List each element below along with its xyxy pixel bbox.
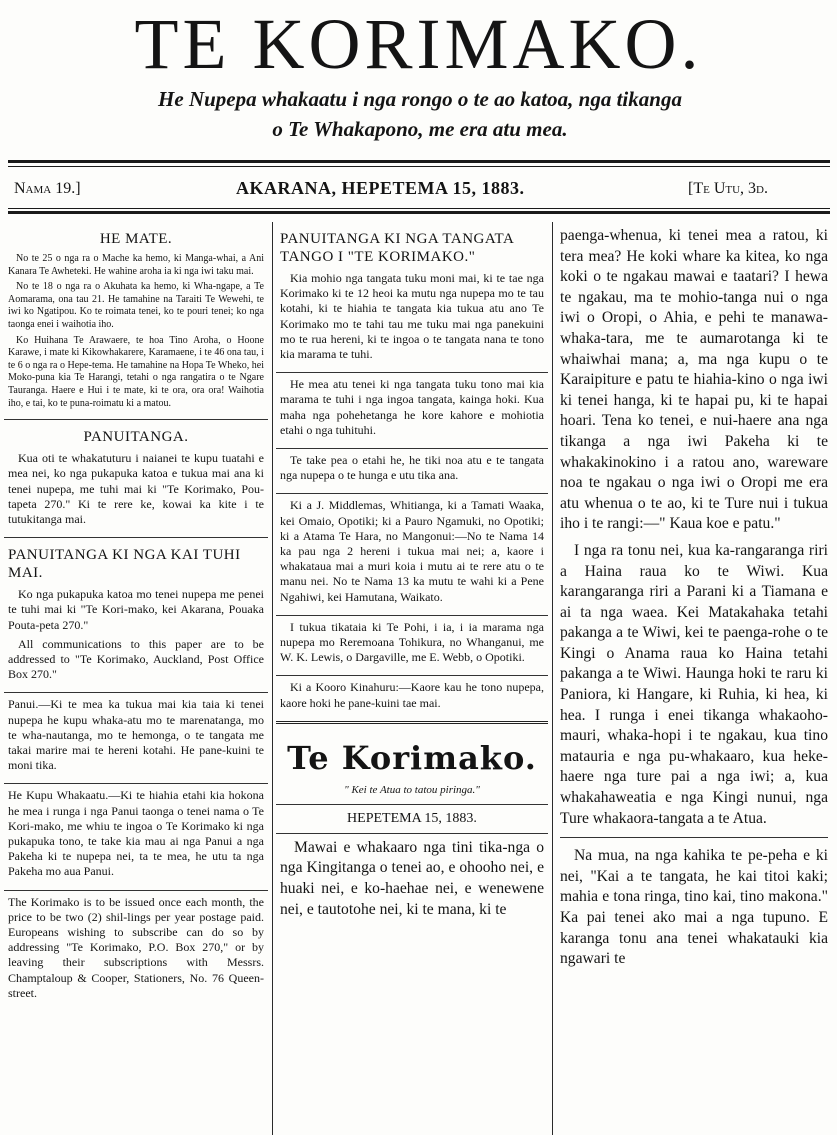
newspaper-title: TE KORIMAKO. (134, 4, 703, 84)
column-1 (4, 222, 268, 1135)
he-mea-atu-paragraph: He mea atu tenei ki nga tangata tuku tono mai kia marama te tuhi i nga ingoa tangata, kainga hoki. Kua maha nga pohehetanga he kore kahore e mohiotia etahi o nga tuhituhi. (280, 377, 544, 437)
column-3-divider (560, 837, 828, 838)
he-mate-paragraph-2: No te 18 o nga ra o Akuhata ka hemo, ki Wha-ngape, a Te Aomarama, ona tau 21. He tamahine na Taraiti Te Wewehi, te iwi ko Ngatipou. Ko te roimata tenei, ko te pouri tenei; ko nga taonga enei i waihotia iho. (8, 281, 264, 330)
panuitanga-paragraph: Kua oti te whakatuturu i naianei te kupu tuatahi e mea nei, ko nga pukapuka katoa e tukua mai ana ki tenei nupepa, me tuhi mai ki "Te Korimako, Pou-tapeta 270." Ki te rere ke, kowai ka kite i te tutukitanga mai. (8, 451, 264, 526)
te-take-paragraph: Te take pea o etahi he, he tiki noa atu e te tangata nga nupepa o te hunga e utu tika ana. (280, 453, 544, 483)
te-take-section (276, 449, 548, 494)
column-3 (556, 222, 832, 1135)
issue-number: Nama 19.] (14, 180, 81, 197)
english-notice-section (4, 891, 268, 1011)
issue-date: AKARANA, HEPETEMA 15, 1883. (236, 178, 525, 198)
dateline-rule-thick (8, 211, 830, 214)
kupu-whakaatu-paragraph: He Kupu Whakaatu.—Ki te hiahia etahi kia hokona he mea i runga i nga Panui taonga o tenei nama o Te Kori-mako, me whiu te ingoa o Te Korimako ki nga pukapuka tono, te take kia mau ai nga Panui a nga Pakeha ki te nupepa nei, ta te mea, he utu ta nga Pakeha mo aua Panui. (8, 788, 264, 879)
panuitanga-section (4, 420, 268, 538)
panuitanga-heading: PANUITANGA. (83, 429, 189, 446)
ki-a-paragraph: Ki a J. Middlemas, Whitianga, ki a Tamati Waaka, kei Omaio, Opotiki; ki a Pauro Ngamuki, no Opotiki; ki a Atama Te Hara, no Mangonui:—No te Nama 14 ka pau nga 2 hereni i tukua mai nei; a, kaore i whakataua mai a muri koia i mutu ai te rere atu o te manu nei. No te Nama 13 ka mutu te wahi ki a Pene Ngahiwi, kei Hamutana, Waikato. (280, 498, 544, 604)
subtitle-line-2: o Te Whakapono, me era atu mea. (272, 117, 568, 141)
he-mate-paragraph-3: Ko Huihana Te Arawaere, te hoa Tino Aroha, o Hoone Karawe, i mate ki Kikowhakarere, Karamaene, i te 46 ona tau, i te 6 o nga ra o Hepe-tema. He tamahine na Hopa Te Wheko, hei Moko-puna kia Te Harangi, tetahi o nga rangatira o te Ngare Tauranga. Haere e Hui i te mate, ki te ora, ora ora! Waihotia iho, e tai, ko te puna-roimatu ki a matou. (8, 334, 264, 409)
editorial-continued-section (556, 222, 832, 982)
masthead (0, 0, 837, 160)
dateline-rule-thin (8, 208, 830, 209)
banner-motto: " Kei te Atua to tatou piringa." (344, 783, 480, 796)
kupu-whakaatu-section (4, 784, 268, 890)
kai-tuhi-paragraph-1: Ko nga pukapuka katoa mo tenei nupepa me penei te tuhi mai ki "Te Kori-mako, kei Akarana, Pouaka Pouta-peta 270." (8, 587, 264, 632)
editorial-paragraph: Mawai e whakaaro nga tini tika-nga o nga Kingitanga o tenei ao, e ohooho nei, e huaki nei, e ko-haehae nei, e wenewene nei, e tautotohe nei, ki te mana, ki te (280, 838, 544, 918)
editorial-continued-paragraph-1: paenga-whenua, ki tenei mea a ratou, ki tera mea? He koki whare ka kitea, ko nga koki o te ngakau mawai e taatari? I hewa te ngakau, ma te mohio-tanga nui o nga iwi o Oropi, o Ahia, e pehi te manawa-whaka-tara, me te aumarotanga ki te whaiwhai mana; a, ma nga kupu o te Karaipiture e patu te hiahia-kino o nga iwi ki tenei hanga, ki te hapai pu, ki te hapai hoari. Tena ko tenei, e nui-haere ana nga tikanga a nga iwi Pakeha ki te whakakinokino i a ratou ano, wareware noa te ngakau o nga iwi o Oropi me era atu whenua o te ao, ki te Ture nui i tukua iho i te rangi:—" Kaua koe e patu." (560, 227, 828, 533)
i-tukua-section (276, 616, 548, 677)
editorial-continued-paragraph-2: I nga ra tonu nei, kua ka-rangaranga riri a Haina raua ko te Wiwi. Kua karangaranga riri a Parani ki a Tiamana e ai ta nga waea. Kei Matakahaka tetahi pakanga a te Wiwi, kei te paenga-rohe o te Kingi o Anama raua ko Haina tetahi pakanga a te Wiwi. Haunga hoki te raru ki Paniora, ki Hangare, ki Ruhia, ki hea, ki hea. I runga i enei tikanga whakaoho-mauri, whaka-hopi i te ngakau, kua tino matauria e nga pu-whakaaro, kua heke-haere nga ture pai a nga iwi; a, kua whakahaweatia e nga Kingi nunui, nga Ture whakaora-tangata a te Atua. (560, 541, 828, 827)
panui-section (4, 693, 268, 784)
banner-title: Te Korimako. (287, 738, 537, 777)
column-divider-2 (552, 222, 553, 1135)
masthead-rule-thin (8, 166, 830, 167)
subtitle-line-1: He Nupepa whakaatu i nga rongo o te ao katoa, nga tikanga (158, 87, 682, 111)
editorial-continued-paragraph-3: Na mua, na nga kahika te pe-peha e ki nei, "Kai a te tangata, he kai titoi kaki; mahia e tona ringa, tino kai, tino makona." Ka pai tenei ako mai a nga tupuno. E karanga tonu ana tenei whakatauki kia ngawari te (560, 847, 828, 968)
kooro-paragraph: Ki a Kooro Kinahuru:—Kaore kau he tono nupepa, kaore hoki he pane-kuini tae mai. (280, 680, 544, 710)
issue-price: [Te Utu, 3d. (688, 180, 768, 197)
kai-tuhi-heading: PANUITANGA KI NGA KAI TUHI MAI. (8, 547, 241, 582)
i-tukua-paragraph: I tukua tikataia ki Te Pohi, i ia, i ia marama nga nupepa mo Reremoana Tohikura, no Whanganui, me W. K. Lewis, o Dargaville, me E. Webb, o Opotiki. (280, 619, 544, 665)
editorial-date: HEPETEMA 15, 1883. (276, 805, 548, 834)
he-mate-paragraph-1: No te 25 o nga ra o Mache ka hemo, ki Manga-whai, a Ani Kanara Te Awheteki. He wahine aroha ia ki nga iwi taku mai. (8, 253, 264, 277)
editorial-banner (276, 721, 548, 805)
kai-tuhi-paragraph-2: All communications to this paper are to be addressed to "Te Korimako, Auckland, Post Office Box 270." (8, 636, 264, 682)
tuku-moni-heading: PANUITANGA KI NGA TANGATA TANGO I "TE KORIMAKO." (280, 231, 514, 265)
masthead-rule-thick (8, 160, 830, 163)
column-2 (276, 222, 548, 1135)
tuku-moni-paragraph: Kia mohio nga tangata tuku moni mai, ki te tae nga Korimako ki te 12 heoi ka mutu nga nupepa mo te tau kotahi, ki te hiahia te tangata kia tukua atu ano Te Korimako mo te tahi tau me tuku mai nga panekuini mo te rua hereni, ki te ingoa o te tangata nana te tono kia marama te tuhi. (280, 271, 544, 362)
ki-a-section (276, 494, 548, 615)
kooro-section (276, 676, 548, 720)
he-mate-heading: HE MATE. (99, 231, 173, 247)
column-divider-1 (272, 222, 273, 1135)
editorial-section (276, 834, 548, 932)
tuku-moni-section (276, 222, 548, 373)
newspaper-subtitle (40, 84, 800, 144)
panui-paragraph: Panui.—Ki te mea ka tukua mai kia taia ki tenei nupepa he kupu whaka-atu mo te marenatanga, mo te wha-nautanga, mo te hemonga, o te tangata me takai marire mai te hereni kotahi. He pane-kuini te moni tika. (8, 697, 264, 773)
he-mate-section (4, 222, 268, 420)
english-notice-paragraph: The Korimako is to be issued once each month, the price to be two (2) shil-lings per year postage paid. Europeans wishing to subscribe can do so by addressing "Te Korimako, P.O. Box 270," or by leaving their subscriptions with Messrs. Champtaloup & Cooper, Stationers, No. 76 Queen-street. (8, 894, 264, 1000)
dateline (0, 176, 837, 206)
kai-tuhi-section (4, 538, 268, 693)
he-mea-atu-section (276, 373, 548, 449)
